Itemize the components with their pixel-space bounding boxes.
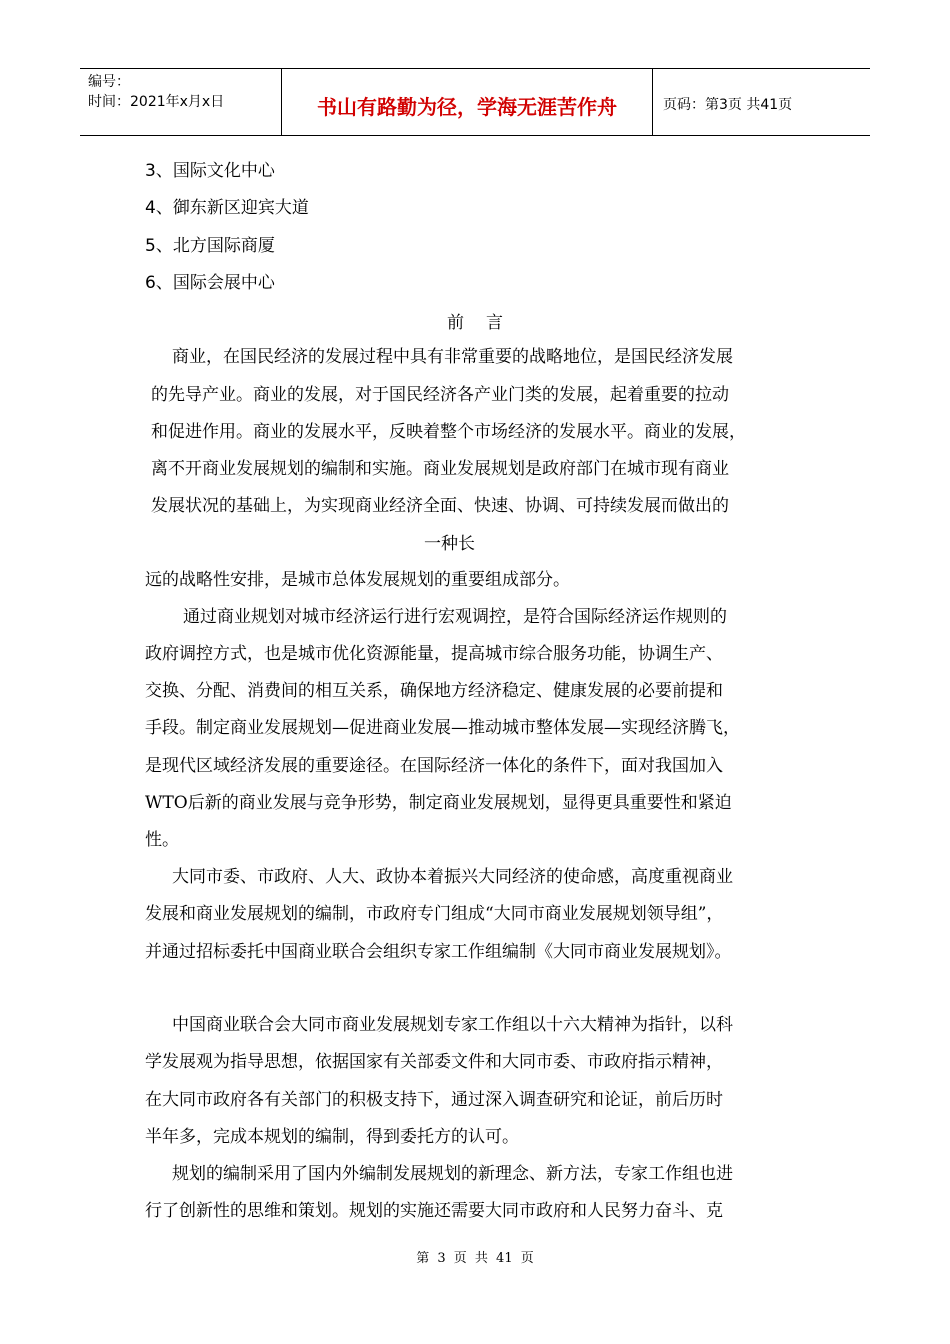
paragraph-line: 的先导产业。商业的发展，对于国民经济各产业门类的发展，起着重要的拉动 — [151, 385, 729, 405]
paragraph-line: 离不开商业发展规划的编制和实施。商业发展规划是政府部门在城市现有商业 — [151, 459, 729, 479]
paragraph-line: 交换、分配、消费间的相互关系，确保地方经济稳定、健康发展的必要前提和 — [145, 681, 723, 701]
list-item: 4、御东新区迎宾大道 — [145, 198, 309, 219]
paragraph-line: 大同市委、市政府、人大、政协本着振兴大同经济的使命感，高度重视商业 — [172, 867, 733, 887]
project-list — [145, 157, 309, 306]
paragraph-line: 并通过招标委托中国商业联合会组织专家工作组编制《大同市商业发展规划》。 — [145, 942, 732, 962]
list-item: 6、国际会展中心 — [145, 272, 275, 293]
section-title: 前言 — [447, 313, 525, 333]
paragraph-line: 远的战略性安排，是城市总体发展规划的重要组成部分。 — [145, 570, 570, 590]
header-meta — [80, 69, 282, 135]
page-header — [80, 68, 870, 136]
list-item: 5、北方国际商厦 — [145, 235, 275, 256]
page-footer: 第 3 页 共 41 页 — [416, 1251, 534, 1266]
paragraph-line: WTO后新的商业发展与竞争形势，制定商业发展规划，显得更具重要性和紧迫 — [145, 793, 732, 813]
paragraph-line: 行了创新性的思维和策划。规划的实施还需要大同市政府和人民努力奋斗、克 — [145, 1201, 723, 1221]
paragraph-line: 和促进作用。商业的发展水平，反映着整个市场经济的发展水平。商业的发展， — [151, 422, 746, 442]
paragraph-line: 学发展观为指导思想，依据国家有关部委文件和大同市委、市政府指示精神， — [145, 1052, 723, 1072]
serial-label: 编号： — [88, 74, 130, 90]
paragraph-line: 发展和商业发展规划的编制，市政府专门组成“大同市商业发展规划领导组”， — [145, 904, 724, 924]
time-label: 时间：2021年x月x日 — [88, 94, 225, 110]
paragraph-line: 是现代区域经济发展的重要途径。在国际经济一体化的条件下，面对我国加入 — [145, 756, 723, 776]
paragraph-line: 发展状况的基础上，为实现商业经济全面、快速、协调、可持续发展而做出的 — [151, 496, 729, 516]
paragraph-line: 商业，在国民经济的发展过程中具有非常重要的战略地位，是国民经济发展 — [172, 347, 733, 367]
header-page-code: 页码：第3页 共41页 — [663, 97, 793, 113]
header-motto: 书山有路勤为径，学海无涯苦作舟 — [282, 69, 653, 135]
paragraph-line: 政府调控方式，也是城市优化资源能量，提高城市综合服务功能，协调生产、 — [145, 644, 723, 664]
paragraph-line: 一种长 — [424, 534, 475, 554]
paragraph-line: 在大同市政府各有关部门的积极支持下，通过深入调查研究和论证，前后历时 — [145, 1090, 723, 1110]
list-item: 3、国际文化中心 — [145, 161, 275, 181]
paragraph-line: 半年多，完成本规划的编制，得到委托方的认可。 — [145, 1127, 519, 1147]
paragraph-line: 规划的编制采用了国内外编制发展规划的新理念、新方法，专家工作组也进 — [172, 1164, 733, 1184]
paragraph-line: 手段。制定商业发展规划—促进商业发展—推动城市整体发展—实现经济腾飞， — [145, 718, 740, 738]
paragraph-line: 通过商业规划对城市经济运行进行宏观调控，是符合国际经济运作规则的 — [183, 607, 727, 627]
paragraph-line: 性。 — [145, 830, 179, 850]
paragraph-line: 中国商业联合会大同市商业发展规划专家工作组以十六大精神为指针，以科 — [172, 1015, 733, 1035]
